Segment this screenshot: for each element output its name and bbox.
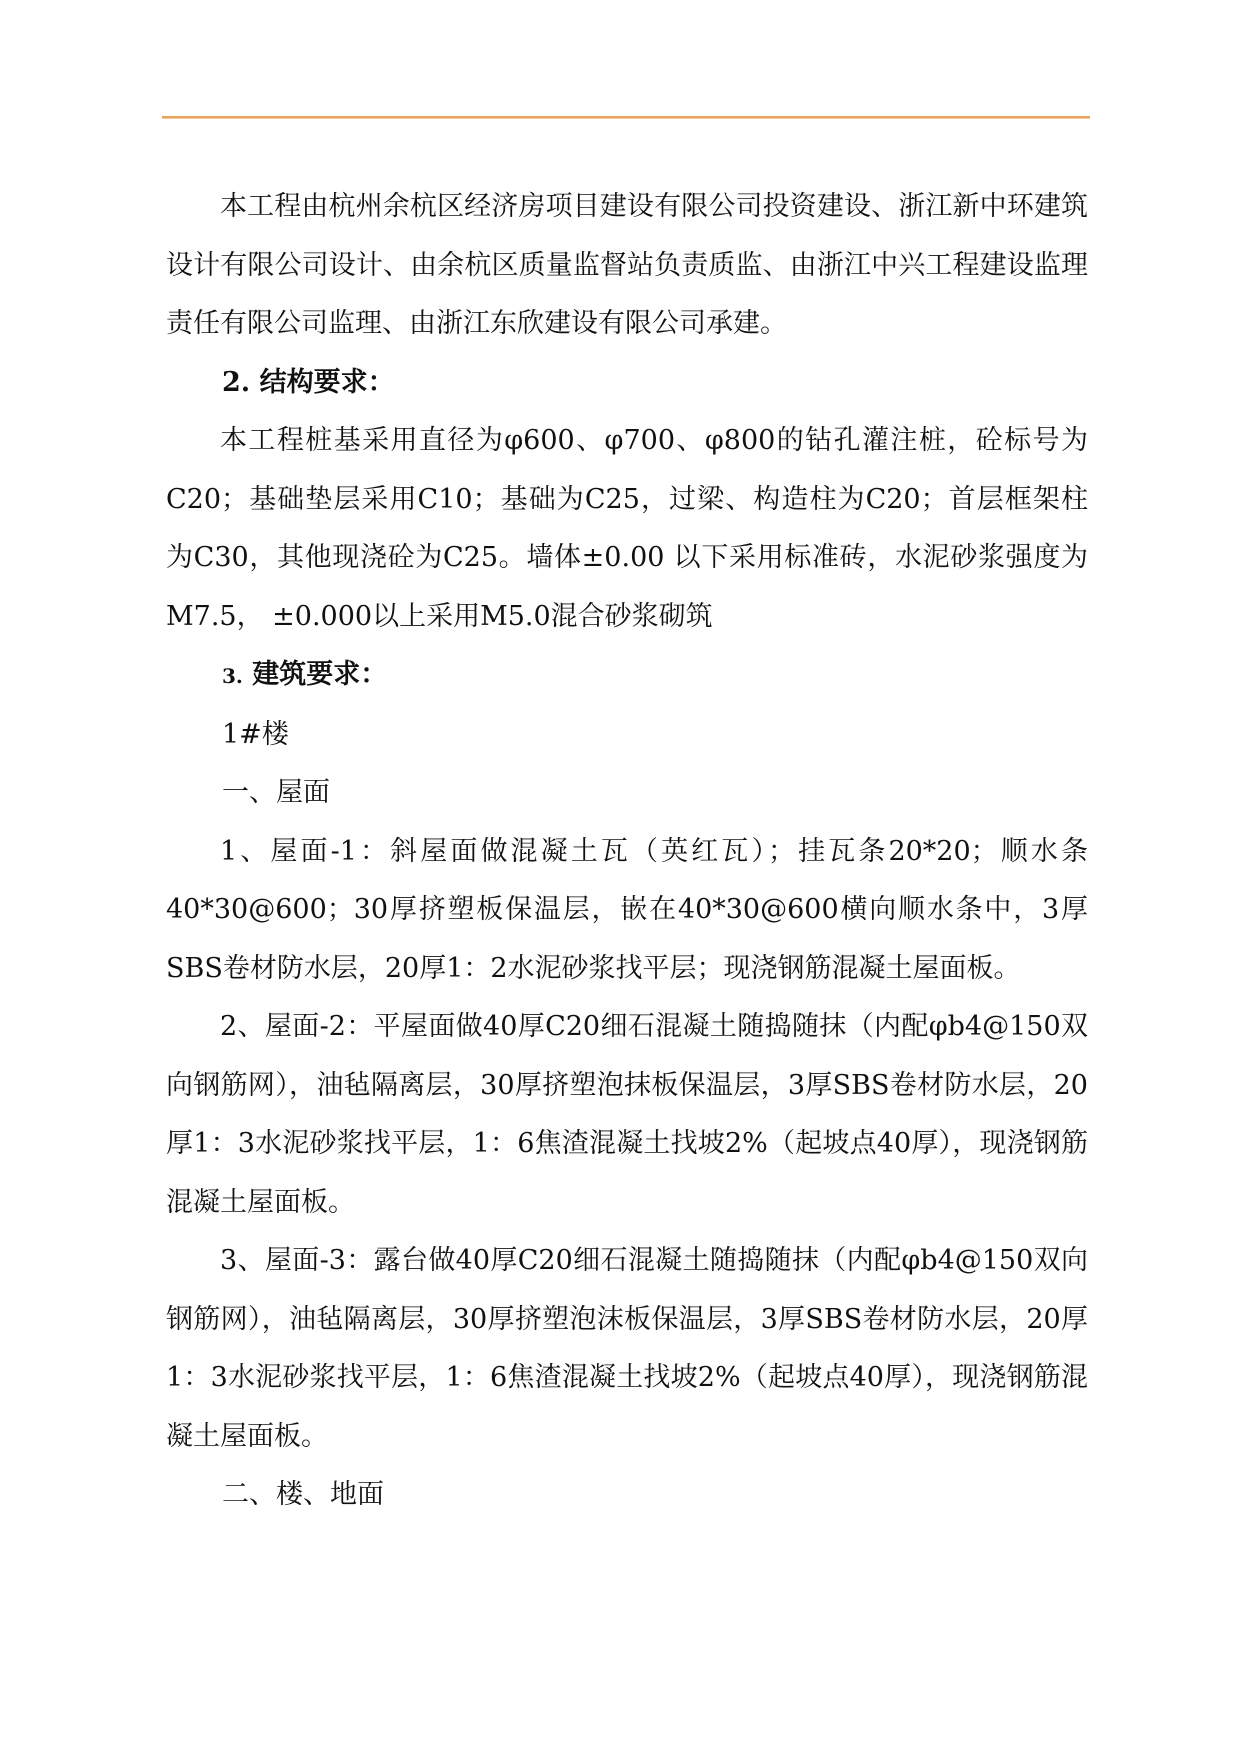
heading-architecture-requirements xyxy=(166,646,1088,706)
paragraph-intro: 本工程由杭州余杭区经济房项目建设有限公司投资建设、浙江新中环建筑设计有限公司设计、由余杭区质量监督站负责质监、由浙江中兴工程建设监理责任有限公司监理、由浙江东欣建设有限公司承建。 xyxy=(166,191,1088,339)
heading-text: 建筑要求： xyxy=(242,659,388,690)
paragraph-roof-1: 1、屋面-1：斜屋面做混凝土瓦（英红瓦）；挂瓦条20*20；顺水条40*30@600；30厚挤塑板保温层，嵌在40*30@600横向顺水条中，3厚SBS卷材防水层，20厚1：2水泥砂浆找平层；现浇钢筋混凝土屋面板。 xyxy=(166,835,1088,984)
document-body xyxy=(166,178,1088,1525)
heading-building-1: 1#楼 xyxy=(222,718,289,750)
heading-roof: 一、屋面 xyxy=(222,777,330,808)
heading-number: 3. xyxy=(222,664,243,688)
heading-structure-requirements: 2. 结构要求： xyxy=(222,366,395,398)
paragraph-roof-2: 2、屋面-2：平屋面做40厚C20细石混凝土随捣随抹（内配φb4@150双向钢筋网），油毡隔离层，30厚挤塑泡抹板保温层，3厚SBS卷材防水层，20厚1：3水泥砂浆找平层，1：6焦渣混凝土找坡2%（起坡点40厚），现浇钢筋混凝土屋面板。 xyxy=(166,1011,1088,1218)
paragraph-roof-3: 3、屋面-3：露台做40厚C20细石混凝土随捣随抹（内配φb4@150双向钢筋网），油毡隔离层，30厚挤塑泡沫板保温层，3厚SBS卷材防水层，20厚1：3水泥砂浆找平层，1：6焦渣混凝土找坡2%（起坡点40厚），现浇钢筋混凝土屋面板。 xyxy=(166,1245,1088,1452)
header-rule xyxy=(162,116,1090,119)
paragraph-structure-body: 本工程桩基采用直径为φ600、φ700、φ800的钻孔灌注桩，砼标号为C20；基础垫层采用C10；基础为C25，过梁、构造柱为C20；首层框架柱为C30，其他现浇砼为C25。墙体±0.00 以下采用标准砖，水泥砂浆强度为M7.5， ±0.000以上采用M5.0混合砂浆砌筑 xyxy=(166,425,1088,632)
heading-floor: 二、楼、地面 xyxy=(222,1479,384,1510)
